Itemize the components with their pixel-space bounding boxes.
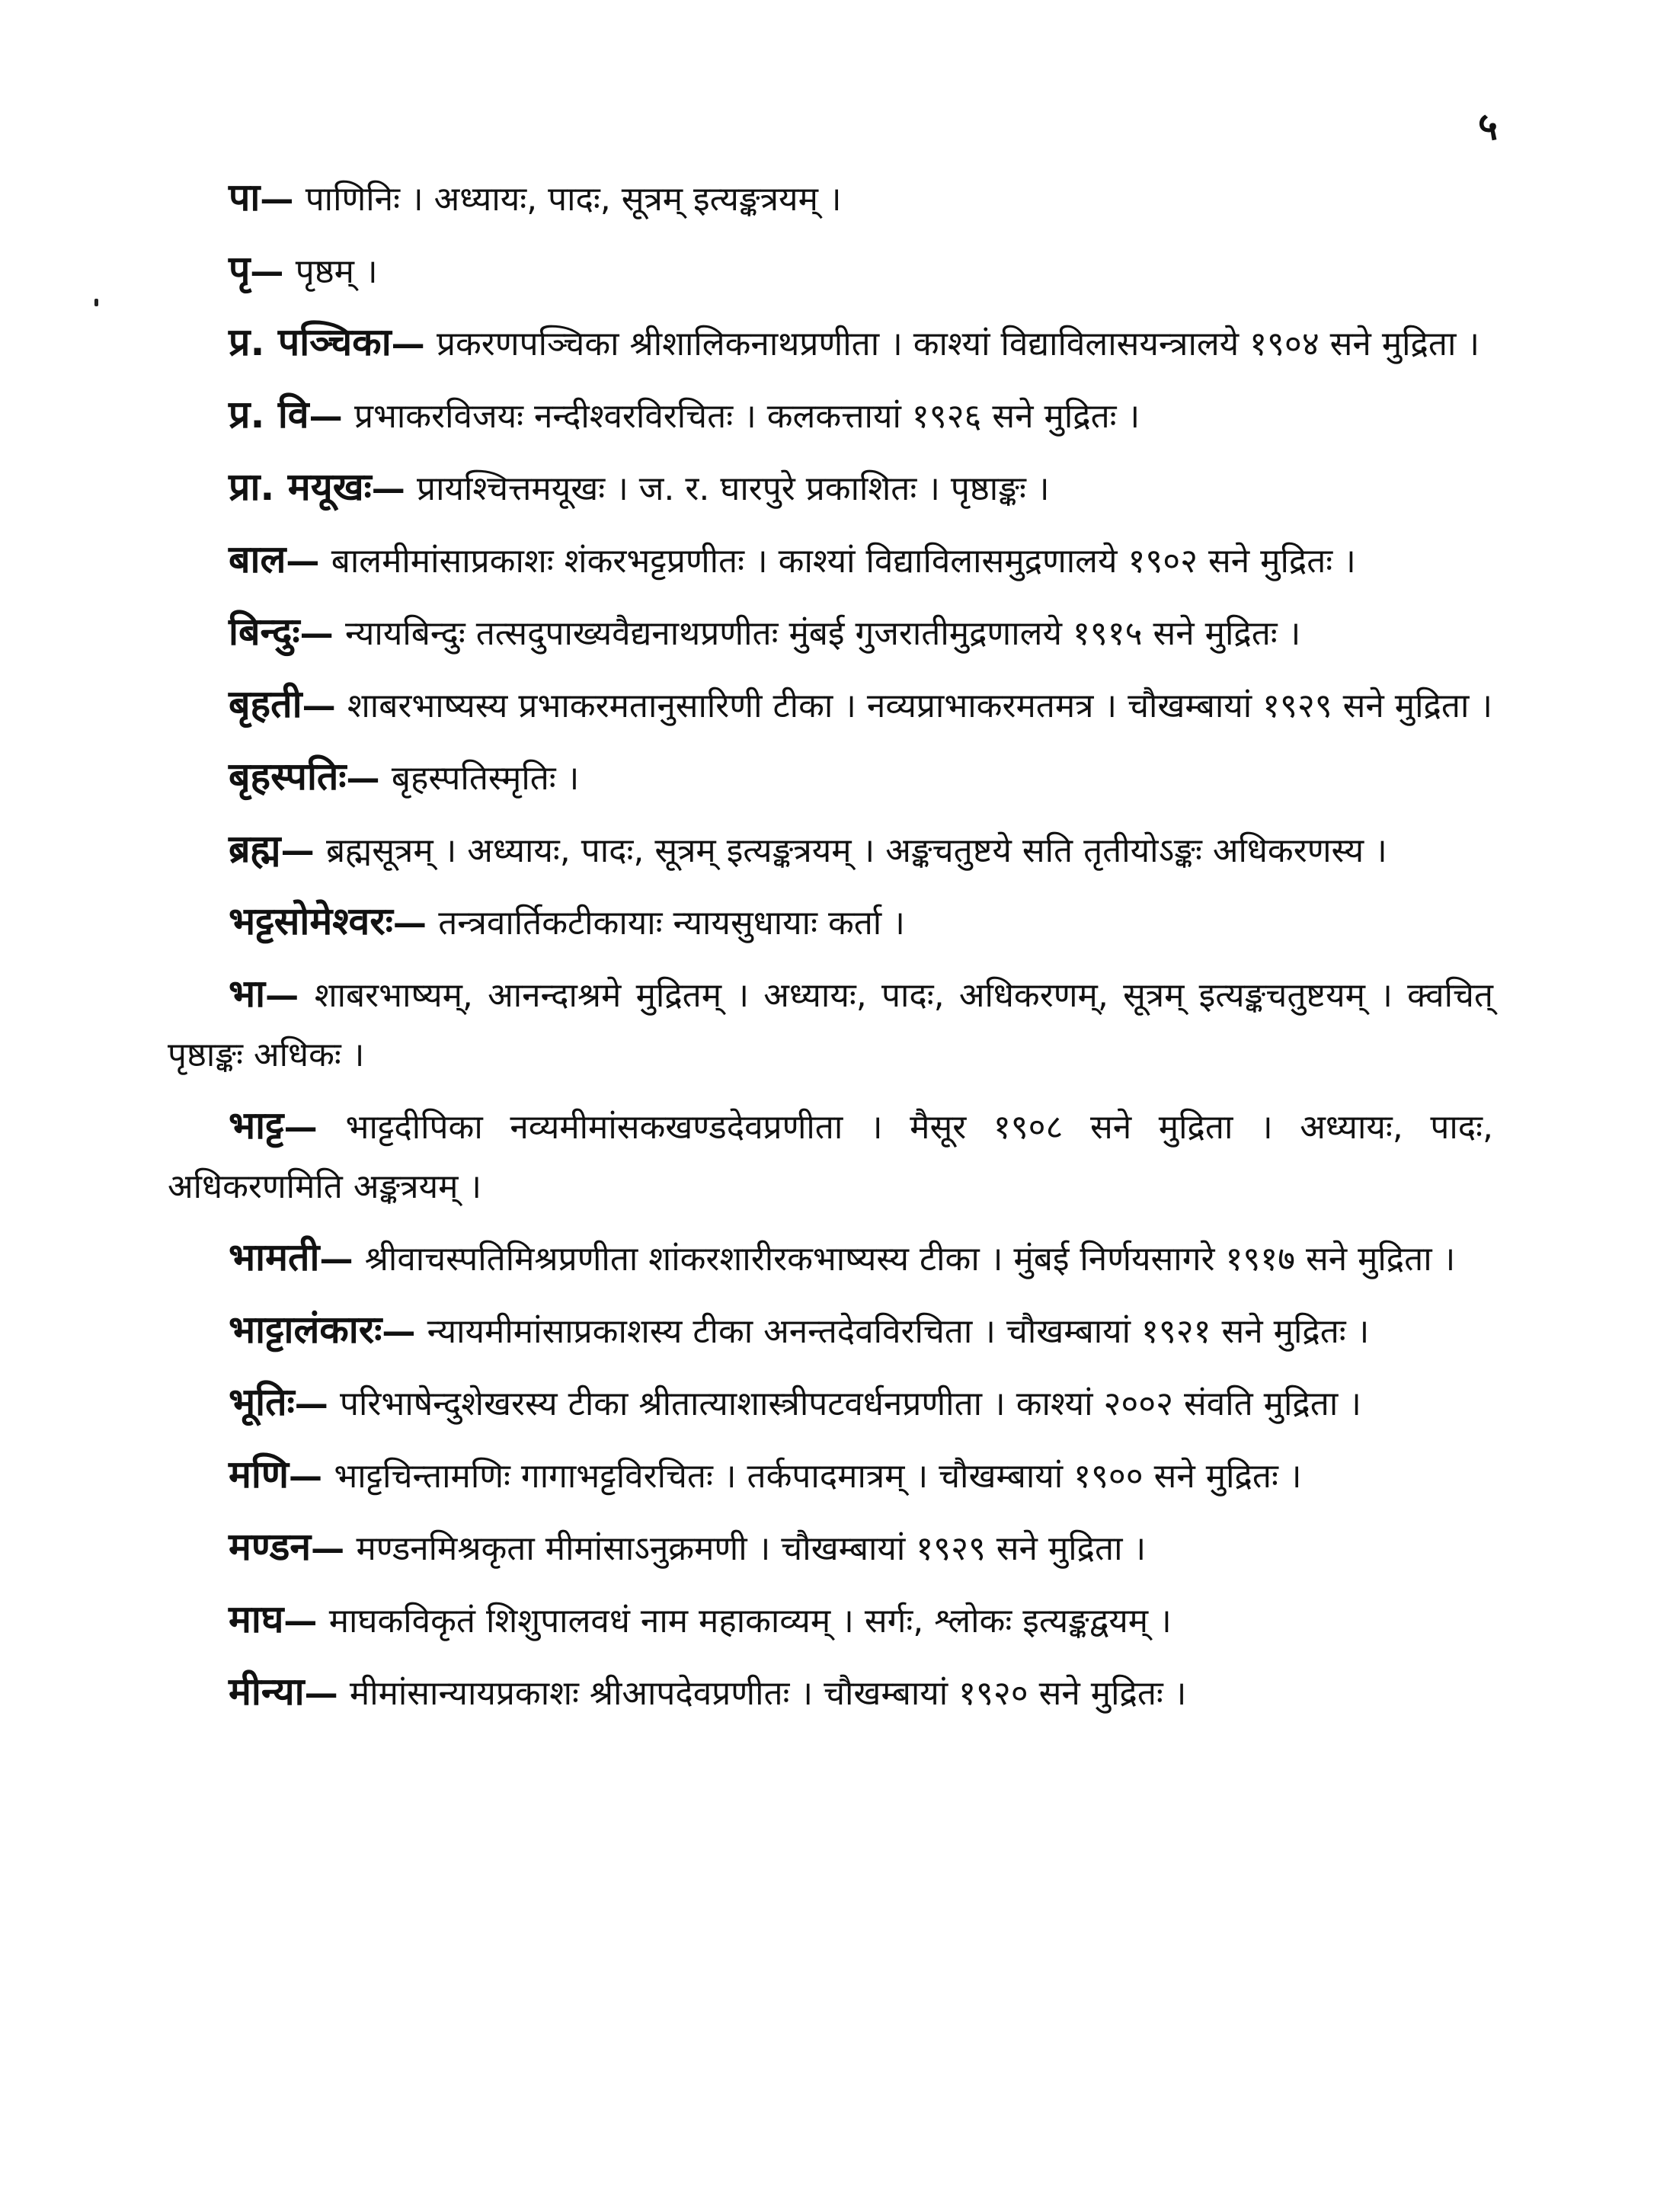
entry-dash: — — [311, 1529, 357, 1568]
entry-abbreviation: ब्रह्म — [229, 827, 281, 871]
entry-abbreviation: मीन्या — [229, 1669, 305, 1714]
entry-abbreviation: प्रा. मयूखः — [229, 465, 372, 509]
abbreviation-entry — [168, 1372, 1493, 1434]
entry-description: तन्त्रवार्तिकटीकायाः न्यायसुधायाः कर्ता । — [438, 904, 905, 943]
abbreviation-entry — [168, 964, 1493, 1085]
entry-abbreviation: माघ — [229, 1597, 284, 1641]
entry-description: न्यायबिन्दुः तत्सदुपाख्यवैद्यनाथप्रणीतः मुंबई गुजरातीमुद्रणालये १९१५ सने मुद्रितः । — [344, 614, 1301, 653]
entry-description: प्रायश्चित्तमयूखः । ज. र. घारपुरे प्रकाशितः । पृष्ठाङ्कः । — [417, 469, 1050, 508]
entry-description: भाट्टदीपिका नव्यमीमांसकखण्डदेवप्रणीता । मैसूर १९०८ सने मुद्रिता । अध्यायः, पादः, अधिकरणमिति अङ्कत्रयम् । — [168, 1108, 1493, 1206]
page-number: ५ — [1478, 104, 1498, 149]
entry-description: प्रकरणपञ्चिका श्रीशालिकनाथप्रणीता । काश्यां विद्याविलासयन्त्रालये १९०४ सने मुद्रिता । — [436, 325, 1480, 363]
entry-description: मीमांसान्यायप्रकाशः श्रीआपदेवप्रणीतः । चौखम्बायां १९२० सने मुद्रितः । — [349, 1674, 1187, 1713]
entry-description: शाबरभाष्यम्, आनन्दाश्रमे मुद्रितम् । अध्यायः, पादः, अधिकरणम्, सूत्रम् इत्यङ्कचतुष्टयम् । क्वचित् पृष्ठाङ्कः अधिकः । — [168, 976, 1493, 1074]
entry-dash: — — [392, 904, 439, 943]
entry-abbreviation: भाट्ट — [229, 1103, 284, 1148]
abbreviation-entry — [168, 1662, 1493, 1724]
abbreviation-entry — [168, 457, 1493, 519]
entry-dash: — — [265, 976, 315, 1015]
entry-dash: — — [309, 397, 354, 436]
entry-abbreviation: मण्डन — [229, 1525, 312, 1569]
entry-description: शाबरभाष्यस्य प्रभाकरमतानुसारिणी टीका । नव्यप्राभाकरमतमत्र । चौखम्बायां १९२९ सने मुद्रिता । — [347, 687, 1493, 725]
entry-description: प्रभाकरविजयः नन्दीश्वरविरचितः । कलकत्तायां १९२६ सने मुद्रितः । — [353, 397, 1140, 436]
entry-abbreviation: भट्टसोमेश्वरः — [229, 899, 393, 943]
scan-speck — [94, 299, 98, 306]
abbreviation-entry — [168, 1228, 1493, 1289]
entry-dash: — — [286, 542, 331, 581]
entry-abbreviation: मणि — [229, 1452, 289, 1497]
entry-abbreviation: भा — [229, 972, 266, 1016]
entry-description: पाणिनिः । अध्यायः, पादः, सूत्रम् इत्यङ्कत्रयम् । — [305, 180, 842, 219]
entry-dash: — — [382, 1312, 427, 1351]
entry-abbreviation: बिन्दुः — [229, 610, 300, 654]
abbreviation-entry — [168, 892, 1493, 953]
entry-abbreviation: भूतिः — [229, 1380, 295, 1424]
entry-abbreviation: प्र. पञ्चिका — [229, 320, 392, 364]
entry-description: श्रीवाचस्पतिमिश्रप्रणीता शांकरशारीरकभाष्यस्य टीका । मुंबई निर्णयसागरे १९१७ सने मुद्रिता । — [364, 1240, 1456, 1279]
abbreviation-entry — [168, 168, 1493, 229]
entry-dash: — — [319, 1240, 365, 1279]
abbreviation-entry — [168, 819, 1493, 881]
entry-dash: — — [302, 687, 347, 725]
entry-description: बृहस्पतिस्मृतिः । — [391, 759, 580, 798]
entry-abbreviation: प्र. वि — [229, 392, 309, 437]
entry-dash: — — [304, 1674, 350, 1713]
entry-description: ब्रह्मसूत्रम् । अध्यायः, पादः, सूत्रम् इत्यङ्कत्रयम् । अङ्कचतुष्टये सति तृतीयोऽङ्कः अधिकरणस्य । — [325, 831, 1387, 870]
abbreviation-entry — [168, 1517, 1493, 1579]
entry-dash: — — [260, 180, 305, 219]
entry-dash: — — [346, 759, 392, 798]
entry-dash: — — [250, 252, 296, 291]
abbreviation-entry — [168, 602, 1493, 664]
entry-dash: — — [289, 1457, 334, 1496]
entry-abbreviation: भाट्टालंकारः — [229, 1308, 382, 1352]
entry-description: माघकविकृतं शिशुपालवधं नाम महाकाव्यम् । सर्गः, श्लोकः इत्यङ्कद्वयम् । — [328, 1602, 1172, 1641]
entry-dash: — — [391, 325, 437, 363]
entry-abbreviation: बृहस्पतिः — [229, 754, 347, 799]
entry-abbreviation: भामती — [229, 1235, 320, 1279]
abbreviation-entry — [168, 312, 1493, 374]
abbreviation-entry — [168, 1589, 1493, 1651]
abbreviation-entry — [168, 674, 1493, 736]
entry-dash: — — [283, 1602, 329, 1641]
abbreviation-entry — [168, 530, 1493, 591]
entry-description: बालमीमांसाप्रकाशः शंकरभट्टप्रणीतः । काश्यां विद्याविलासमुद्रणालये १९०२ सने मुद्रितः । — [331, 542, 1356, 581]
entry-abbreviation: बृहती — [229, 682, 302, 726]
abbreviation-entry — [168, 747, 1493, 808]
abbreviation-entry — [168, 385, 1493, 447]
abbreviation-list — [168, 168, 1493, 1734]
abbreviation-entry — [168, 1445, 1493, 1506]
entry-dash: — — [371, 469, 417, 508]
entry-description: पृष्ठम् । — [295, 252, 378, 291]
abbreviation-entry — [168, 1300, 1493, 1362]
entry-dash: — — [283, 1108, 346, 1147]
entry-description: न्यायमीमांसाप्रकाशस्य टीका अनन्तदेवविरचिता । चौखम्बायां १९२१ सने मुद्रितः । — [427, 1312, 1370, 1351]
abbreviation-entry — [168, 1096, 1493, 1217]
entry-dash: — — [299, 614, 345, 653]
entry-dash: — — [294, 1385, 341, 1423]
entry-description: मण्डनमिश्रकृता मीमांसाऽनुक्रमणी । चौखम्बायां १९२९ सने मुद्रिता । — [356, 1529, 1147, 1568]
entry-description: परिभाषेन्दुशेखरस्य टीका श्रीतात्याशास्त्रीपटवर्धनप्रणीता । काश्यां २००२ संवति मुद्रिता । — [340, 1385, 1361, 1423]
entry-abbreviation: पा — [229, 175, 261, 219]
entry-abbreviation: बाल — [229, 537, 286, 581]
entry-dash: — — [280, 831, 326, 870]
entry-description: भाट्टचिन्तामणिः गागाभट्टविरचितः । तर्कपादमात्रम् । चौखम्बायां १९०० सने मुद्रितः । — [334, 1457, 1302, 1496]
entry-abbreviation: पृ — [229, 248, 251, 292]
abbreviation-entry — [168, 240, 1493, 302]
